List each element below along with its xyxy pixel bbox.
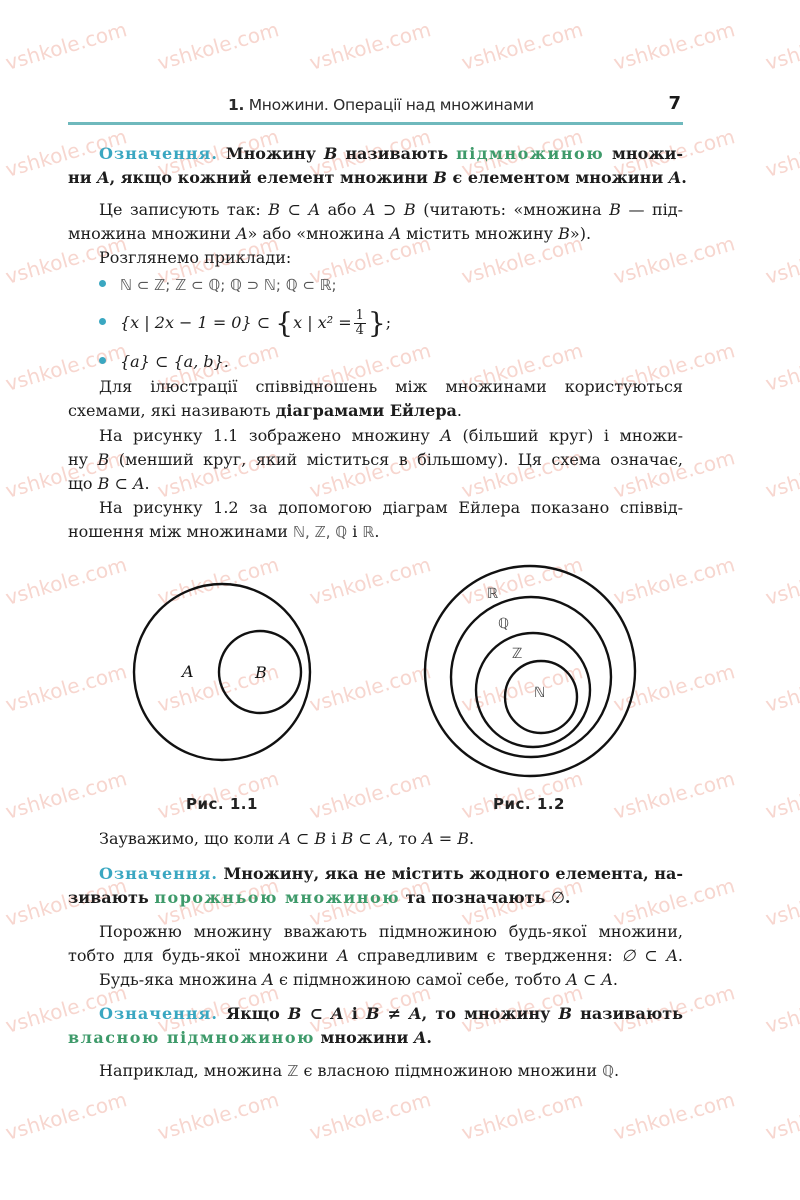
text: тобто для будь-якої множини — [68, 946, 329, 965]
text: ну — [68, 450, 89, 469]
text: . — [564, 888, 571, 907]
chapter-number: 1. — [228, 96, 245, 114]
math-var: A — [440, 426, 452, 445]
text: , якщо кожний елемент множини — [109, 168, 428, 187]
math-expr: B ⊂ A — [97, 474, 145, 493]
term-subset: підмножиною — [456, 144, 605, 163]
text: є власною підмножиною множини — [303, 1061, 598, 1080]
text: схемами, які називають — [68, 401, 271, 420]
math-var: A — [336, 946, 349, 965]
empty-set-line1: Порожню множину вважають підмножиною будь-якої множини, — [99, 922, 683, 941]
math-expr: B ≠ A — [365, 1004, 422, 1023]
math-var: B — [97, 450, 110, 469]
text: є підмножиною самої себе, тобто — [278, 970, 562, 989]
math-expr: B ⊂ A — [287, 1004, 344, 1023]
text: містить множину — [406, 224, 554, 243]
math-var: A — [668, 168, 682, 187]
term-euler-diagrams: діаграмами Ейлера — [275, 401, 457, 420]
text: . — [374, 522, 380, 541]
math-set-rationals: ℚ — [602, 1062, 614, 1080]
text: Будь-яка множина — [99, 970, 258, 989]
label-naturals: ℕ — [534, 685, 546, 701]
math-var: A — [235, 224, 248, 243]
empty-set-line3 — [68, 969, 683, 991]
math-expr: ∅ ⊂ A — [621, 946, 678, 965]
math-sets: ℕ, ℤ, ℚ — [293, 523, 348, 541]
text: »). — [569, 224, 592, 243]
math-brace: } — [367, 306, 386, 340]
text: є елементом множини — [452, 168, 664, 187]
definition-label: Означення. — [99, 1004, 218, 1023]
text: і — [352, 522, 358, 541]
fraction-numerator: 1 — [355, 308, 364, 323]
text: (більший круг) і множи- — [462, 426, 684, 445]
math-var: B — [558, 224, 570, 243]
text: Множину, яка не містить жодного елемента, на- — [223, 864, 683, 883]
math-var: B — [609, 200, 621, 219]
text: — під- — [628, 200, 684, 219]
label-b: B — [255, 663, 267, 682]
circle-rationals — [451, 597, 611, 757]
text: Це записують так: — [99, 200, 261, 219]
text: , то множину — [421, 1004, 551, 1023]
math-brace: { — [275, 306, 294, 340]
math-expr: ℕ ⊂ ℤ; ℤ ⊂ ℚ; ℚ ⊃ ℕ; ℚ ⊂ ℝ; — [120, 276, 337, 294]
text: ношення між множинами — [68, 522, 288, 541]
math-expr: A ⊂ B — [279, 829, 327, 848]
math-var: A — [389, 224, 402, 243]
term-empty-set: порожньою множиною — [154, 888, 401, 907]
text: Множину — [225, 144, 316, 163]
text: . — [677, 946, 683, 965]
math-expr: A = B — [422, 829, 469, 848]
circle-integers — [476, 633, 590, 747]
fraction-denominator: 4 — [355, 323, 364, 338]
text: і — [351, 1004, 358, 1023]
text: . — [456, 401, 462, 420]
text: ; — [385, 313, 392, 332]
text: . — [426, 1028, 432, 1047]
text: Наприклад, множина — [99, 1061, 283, 1080]
text: Зауважимо, що коли — [99, 829, 275, 848]
figure-1-2 — [425, 566, 635, 776]
math-var: B — [323, 144, 338, 163]
empty-set-symbol: ∅ — [550, 888, 565, 907]
text: називають — [345, 144, 449, 163]
math-expr: B ⊂ A — [341, 829, 389, 848]
text: множини — [320, 1028, 409, 1047]
text: , то — [388, 829, 417, 848]
math-expr: {x | 2x − 1 = 0} ⊂ — [120, 313, 271, 332]
text: називають — [580, 1004, 683, 1023]
math-var: A — [413, 1028, 427, 1047]
euler-line1: Для ілюстрації співвідношень між множинами користуються — [99, 377, 683, 396]
empty-set-line2 — [68, 945, 683, 967]
examples-intro: Розглянемо приклади: — [99, 248, 292, 267]
math-expr: B ⊂ A — [268, 200, 321, 219]
remark-line — [68, 828, 683, 850]
text: множи- — [612, 144, 683, 163]
text: зивають — [68, 888, 149, 907]
figure-1-2-caption: Рис. 1.2 — [493, 795, 565, 813]
circle-set-a — [134, 584, 310, 760]
text: . — [613, 1061, 620, 1080]
math-var: A — [97, 168, 110, 187]
definition2-line1 — [68, 863, 683, 885]
figure-1-1-caption: Рис. 1.1 — [186, 795, 258, 813]
final-example-line — [68, 1060, 683, 1082]
text: (менший круг, який міститься в більшому). Ця схема означає, — [118, 450, 683, 469]
math-set-integers: ℤ — [287, 1062, 299, 1080]
figure-1-1 — [134, 584, 310, 760]
label-reals: ℝ — [487, 586, 499, 602]
page-number: 7 — [668, 93, 681, 114]
math-var: B — [558, 1004, 573, 1023]
text: множина множини — [68, 224, 231, 243]
label-integers: ℤ — [512, 646, 523, 662]
math-expr: A ⊃ B — [363, 200, 416, 219]
text: . — [144, 474, 150, 493]
text: . — [681, 168, 687, 187]
text: . — [612, 970, 619, 989]
definition3-line2 — [68, 1027, 683, 1049]
text: справедливим є твердження: — [357, 946, 613, 965]
text: що — [68, 474, 93, 493]
definition2-line2 — [68, 887, 683, 909]
label-rationals: ℚ — [498, 616, 510, 632]
text: ни — [68, 168, 92, 187]
definition3-line1 — [68, 1003, 683, 1025]
text: На рисунку 1.1 зображено множину — [99, 426, 430, 445]
text: » або «множина — [247, 224, 385, 243]
math-var: B — [433, 168, 447, 187]
label-a: A — [182, 662, 194, 681]
math-expr: x | x² = — [293, 313, 352, 332]
math-expr: {a} ⊂ {a, b}. — [120, 352, 229, 371]
text: або — [327, 200, 357, 219]
math-var: A — [262, 970, 274, 989]
text: . — [468, 829, 475, 848]
text: та позначають — [405, 888, 546, 907]
text: (читають: «множина — [423, 200, 602, 219]
text: Якщо — [226, 1004, 280, 1023]
math-expr: A ⊂ A — [566, 970, 613, 989]
term-proper-subset: власною підмножиною — [68, 1028, 315, 1047]
chapter-title-text: Множини. Операції над множинами — [248, 96, 534, 114]
fig-paragraph2-line1: На рисунку 1.2 за допомогою діаграм Ейлера показано співвід- — [99, 498, 683, 517]
text: і — [331, 829, 337, 848]
definition-label: Означення. — [99, 144, 218, 163]
math-set-reals: ℝ — [362, 523, 375, 541]
definition-label: Означення. — [99, 864, 218, 883]
